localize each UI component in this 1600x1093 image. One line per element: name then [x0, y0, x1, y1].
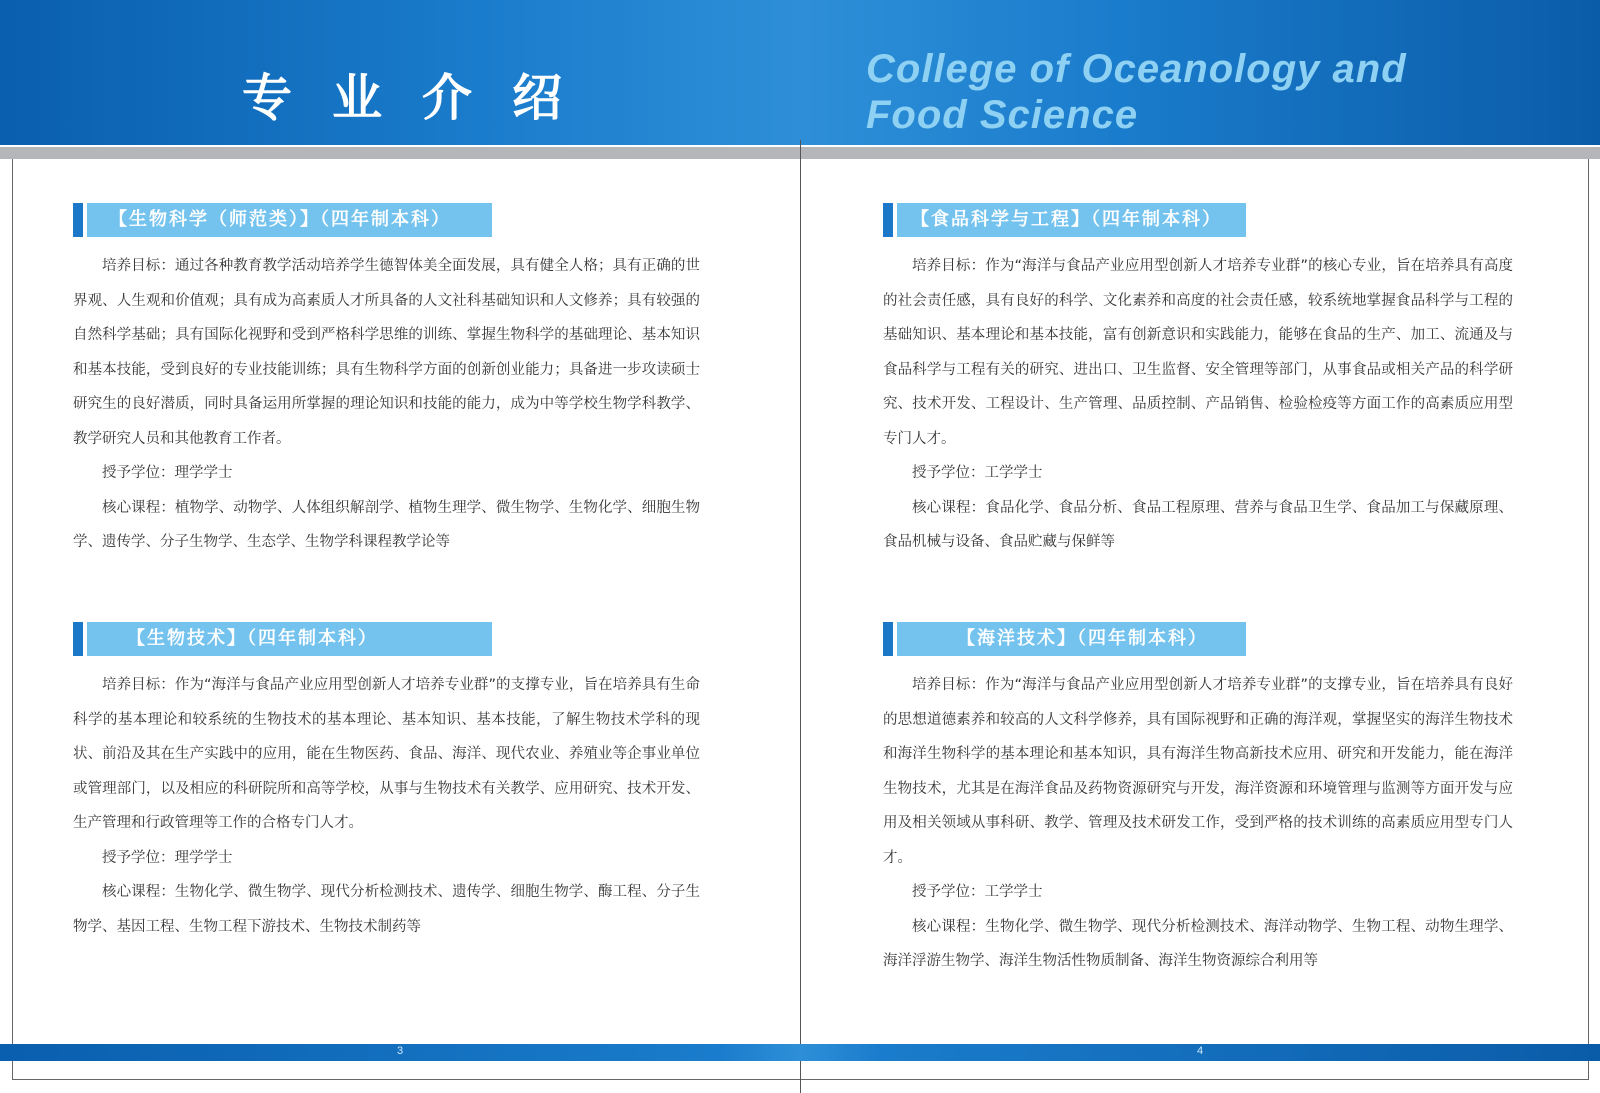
major-section	[73, 203, 700, 560]
college-english-name	[866, 46, 1586, 138]
training-goal: 培养目标：作为“海洋与食品产业应用型创新人才培养专业群”的支撑专业，旨在培养具有生命科学的基本理论和较系统的生物技术的基本理论、基本知识、基本技能，了解生物技术学科的现状、前沿及其在生产实践中的应用，能在生物医药、食品、海洋、现代农业、养殖业等企事业单位或管理部门，以及相应的科研院所和高等学校，从事与生物技术有关教学、应用研究、技术开发、生产管理和行政管理等工作的合格专门人才。	[73, 677, 700, 831]
section-title-label: 【食品科学与工程】（四年制本科）	[897, 203, 1246, 237]
section-title	[883, 203, 1513, 237]
major-section	[73, 622, 700, 944]
major-section	[883, 622, 1513, 979]
title-accent-bar	[883, 622, 893, 656]
title-accent-bar	[73, 622, 83, 656]
core-courses: 核心课程：植物学、动物学、人体组织解剖学、植物生理学、微生物学、生物化学、细胞生物学、遗传学、分子生物学、生态学、生物学科课程教学论等	[73, 499, 700, 550]
degree: 授予学位：工学学士	[912, 465, 1043, 481]
degree: 授予学位：工学学士	[912, 884, 1043, 900]
training-goal: 培养目标：作为“海洋与食品产业应用型创新人才培养专业群”的核心专业，旨在培养具有高度的社会责任感，具有良好的科学、文化素养和高度的社会责任感，较系统地掌握食品科学与工程的基础知识、基本理论和基本技能，富有创新意识和实践能力，能够在食品的生产、加工、流通及与食品科学与工程有关的研究、进出口、卫生监督、安全管理等部门，从事食品或相关产品的科学研究、技术开发、工程设计、生产管理、品质控制、产品销售、检验检疫等方面工作的高素质应用型专门人才。	[883, 258, 1513, 447]
core-courses: 核心课程：生物化学、微生物学、现代分析检测技术、海洋动物学、生物工程、动物生理学、海洋浮游生物学、海洋生物活性物质制备、海洋生物资源综合利用等	[883, 918, 1513, 969]
section-title-label: 【海洋技术】（四年制本科）	[897, 622, 1246, 656]
training-goal: 培养目标：通过各种教育教学活动培养学生德智体美全面发展，具有健全人格；具有正确的世界观、人生观和价值观；具有成为高素质人才所具备的人文社科基础知识和人文修养；具有较强的自然科学基础；具有国际化视野和受到严格科学思维的训练、掌握生物科学的基础理论、基本知识和基本技能，受到良好的专业技能训练；具有生物科学方面的创新创业能力；具备进一步攻读硕士研究生的良好潜质，同时具备运用所掌握的理论知识和技能的能力，成为中等学校生物学科教学、教学研究人员和其他教育工作者。	[73, 258, 700, 447]
degree: 授予学位：理学学士	[102, 465, 233, 481]
footer-bar	[0, 1044, 1600, 1061]
page-title: 专业介绍	[242, 69, 602, 127]
section-title-label: 【生物技术】（四年制本科）	[87, 622, 492, 656]
degree: 授予学位：理学学士	[102, 849, 233, 866]
page-number-left: 3	[397, 1045, 404, 1057]
page-spine	[800, 140, 801, 1093]
section-title-label: 【生物科学（师范类）】（四年制本科）	[87, 203, 492, 237]
header-banner	[0, 0, 1600, 145]
page-number-right: 4	[1197, 1045, 1204, 1057]
college-english-line-1: College of Oceanology and	[866, 47, 1407, 91]
title-accent-bar	[73, 203, 83, 237]
major-section	[883, 203, 1513, 560]
section-title	[73, 622, 700, 656]
college-english-line-2: Food Science	[866, 93, 1139, 137]
title-accent-bar	[883, 203, 893, 237]
training-goal: 培养目标：作为“海洋与食品产业应用型创新人才培养专业群”的支撑专业，旨在培养具有良好的思想道德素养和较高的人文科学修养，具有国际视野和正确的海洋观，掌握坚实的海洋生物技术和海洋生物科学的基本理论和基本知识，具有海洋生物高新技术应用、研究和开发能力，能在海洋生物技术，尤其是在海洋食品及药物资源研究与开发，海洋资源和环境管理与监测等方面开发与应用及相关领域从事科研、教学、管理及技术研发工作，受到严格的技术训练的高素质应用型专门人才。	[883, 677, 1513, 866]
section-title	[73, 203, 700, 237]
core-courses: 核心课程：食品化学、食品分析、食品工程原理、营养与食品卫生学、食品加工与保藏原理、食品机械与设备、食品贮藏与保鲜等	[883, 499, 1513, 550]
core-courses: 核心课程：生物化学、微生物学、现代分析检测技术、遗传学、细胞生物学、酶工程、分子生物学、基因工程、生物工程下游技术、生物技术制药等	[73, 884, 700, 935]
section-title	[883, 622, 1513, 656]
